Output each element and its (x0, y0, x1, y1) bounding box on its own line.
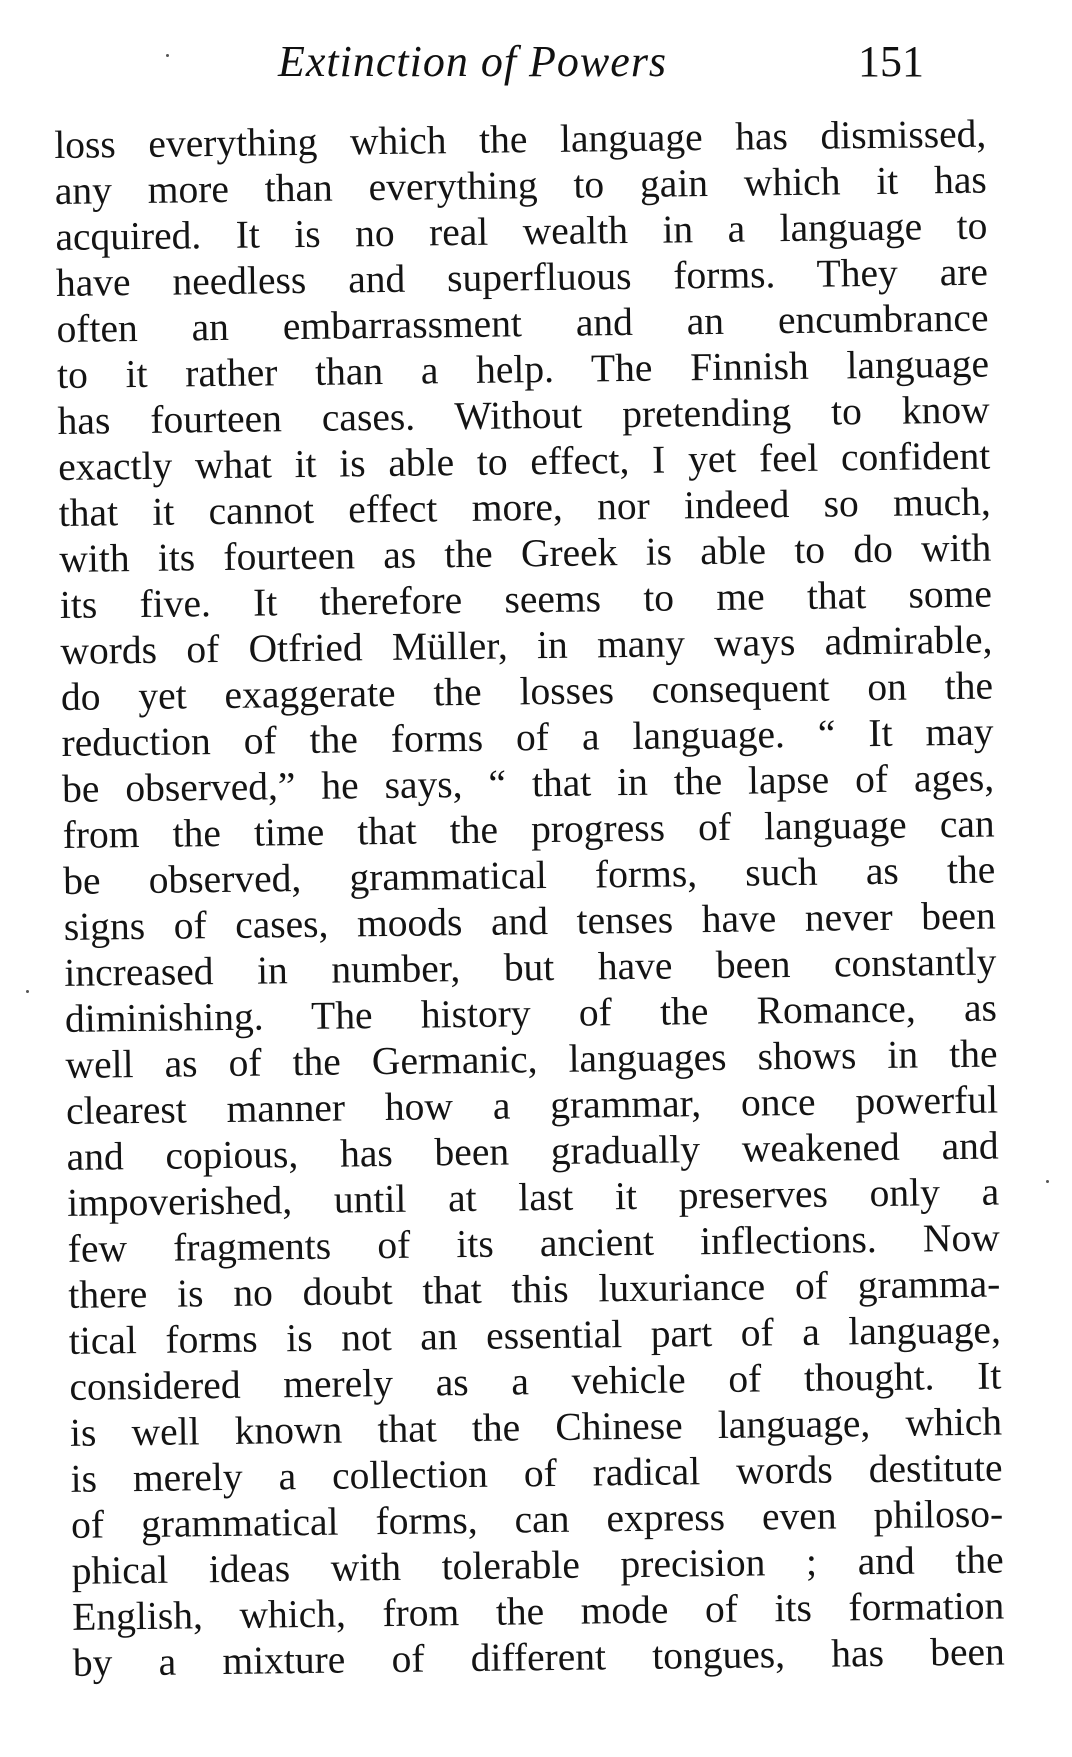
text-line: by a mixture of different tongues, has been (72, 1629, 1006, 1685)
text-line: from the time that the progress of language can (62, 801, 995, 857)
text-line: to it rather than a help. The Finnish language (56, 341, 990, 397)
text-line: there is no doubt that this luxuriance of gramma- (68, 1261, 1001, 1317)
chapter-title: Extinction of Powers (278, 37, 668, 86)
text-line: few fragments of its ancient inflections. Now (67, 1215, 1000, 1271)
text-line: and copious, has been gradually weakened and (66, 1123, 999, 1179)
text-line: considered merely as a vehicle of thought. It (69, 1353, 1002, 1409)
text-line: exactly what it is able to effect, I yet feel confident (57, 433, 991, 489)
paper-speck (166, 54, 169, 57)
text-line: do yet exaggerate the losses consequent on the (60, 663, 994, 719)
text-line: with its fourteen as the Greek is able to do with (59, 525, 992, 581)
text-line: tical forms is not an essential part of a language, (68, 1307, 1002, 1363)
text-line: signs of cases, moods and tenses have never been (63, 893, 997, 949)
text-line: reduction of the forms of a language. “ It may (61, 709, 994, 765)
text-line: words of Otfried Müller, in many ways admirable, (60, 617, 993, 673)
text-line: has fourteen cases. Without pretending to know (57, 387, 990, 443)
body-text (54, 111, 1005, 1686)
text-line: phical ideas with tolerable precision ; and the (71, 1537, 1004, 1593)
text-line: increased in number, but have been constantly (64, 939, 997, 995)
text-line: often an embarrassment and an encumbrance (56, 295, 989, 351)
text-line: clearest manner how a grammar, once powerful (65, 1077, 999, 1133)
text-line: English, which, from the mode of its formation (71, 1583, 1005, 1639)
text-line: be observed,” he says, “ that in the lapse of ages, (61, 755, 995, 811)
page-number: 151 (858, 37, 924, 86)
text-line: loss everything which the language has dismissed, (54, 111, 987, 167)
text-line: is merely a collection of radical words destitute (70, 1445, 1003, 1501)
text-line: any more than everything to gain which it has (54, 157, 988, 213)
text-line: of grammatical forms, can express even philoso- (70, 1491, 1004, 1547)
paper-speck (1046, 1180, 1049, 1183)
text-line: is well known that the Chinese language, which (69, 1399, 1003, 1455)
text-line: acquired. It is no real wealth in a language to (55, 203, 988, 259)
text-line: its five. It therefore seems to me that some (59, 571, 993, 627)
text-line: diminishing. The history of the Romance, as (64, 985, 998, 1041)
running-head (0, 36, 1072, 96)
text-line: have needless and superfluous forms. They are (55, 249, 989, 305)
text-line: be observed, grammatical forms, such as the (63, 847, 996, 903)
paper-speck (26, 990, 29, 993)
text-line: that it cannot effect more, nor indeed so much, (58, 479, 991, 535)
text-line: impoverished, until at last it preserves only a (66, 1169, 1000, 1225)
text-line: well as of the Germanic, languages shows in the (65, 1031, 998, 1087)
